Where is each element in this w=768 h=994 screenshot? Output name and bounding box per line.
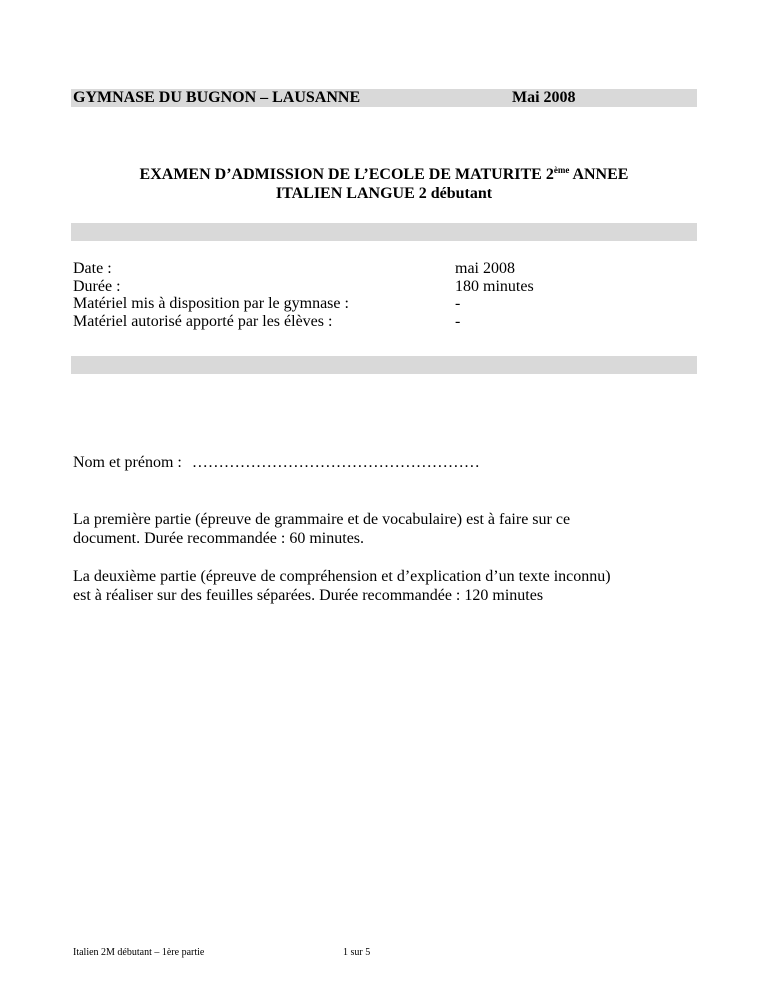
info-label-material-provided: Matériel mis à disposition par le gymnase : [73, 295, 349, 312]
name-field-dotted-line: ……………………………………………… [191, 454, 480, 471]
name-field-label: Nom et prénom : [73, 454, 182, 471]
exam-title-prefix: EXAMEN D’ADMISSION DE L’ECOLE DE MATURITE 2 [139, 166, 554, 183]
info-label-date: Date : [73, 260, 112, 277]
exam-subtitle: ITALIEN LANGUE 2 débutant [275, 185, 493, 202]
header-date: Mai 2008 [512, 89, 576, 106]
info-labels [73, 260, 349, 330]
exam-title-suffix: ANNEE [569, 166, 629, 183]
info-label-material-allowed: Matériel autorisé apporté par les élèves : [73, 312, 333, 330]
exam-title [71, 165, 697, 185]
info-value-material-provided: - [455, 295, 461, 312]
instructions-part-two [73, 568, 713, 605]
instructions-part-two-line2: est à réaliser sur des feuilles séparées. Durée recommandée : 120 minutes [73, 586, 544, 604]
info-label-duration: Durée : [73, 277, 121, 295]
info-values [455, 260, 534, 330]
exam-title-superscript: ème [553, 165, 570, 175]
footer-document-name: Italien 2M débutant – 1ère partie [73, 947, 205, 958]
instructions-part-one-line2: document. Durée recommandée : 60 minutes. [73, 529, 365, 547]
divider-band-bottom [71, 356, 697, 374]
instructions-part-one-line1: La première partie (épreuve de grammaire et de vocabulaire) est à faire sur ce [73, 511, 571, 528]
divider-band-top [71, 223, 697, 241]
footer-page-number: 1 sur 5 [343, 947, 371, 958]
instructions-part-two-line1: La deuxième partie (épreuve de compréhension et d’explication d’un texte inconnu) [73, 568, 611, 585]
instructions-part-one [73, 511, 713, 548]
school-name: GYMNASE DU BUGNON – LAUSANNE [73, 89, 361, 106]
info-value-material-allowed: - [455, 312, 461, 330]
info-value-date: mai 2008 [455, 260, 515, 277]
info-value-duration: 180 minutes [455, 277, 534, 295]
name-field [73, 454, 480, 472]
